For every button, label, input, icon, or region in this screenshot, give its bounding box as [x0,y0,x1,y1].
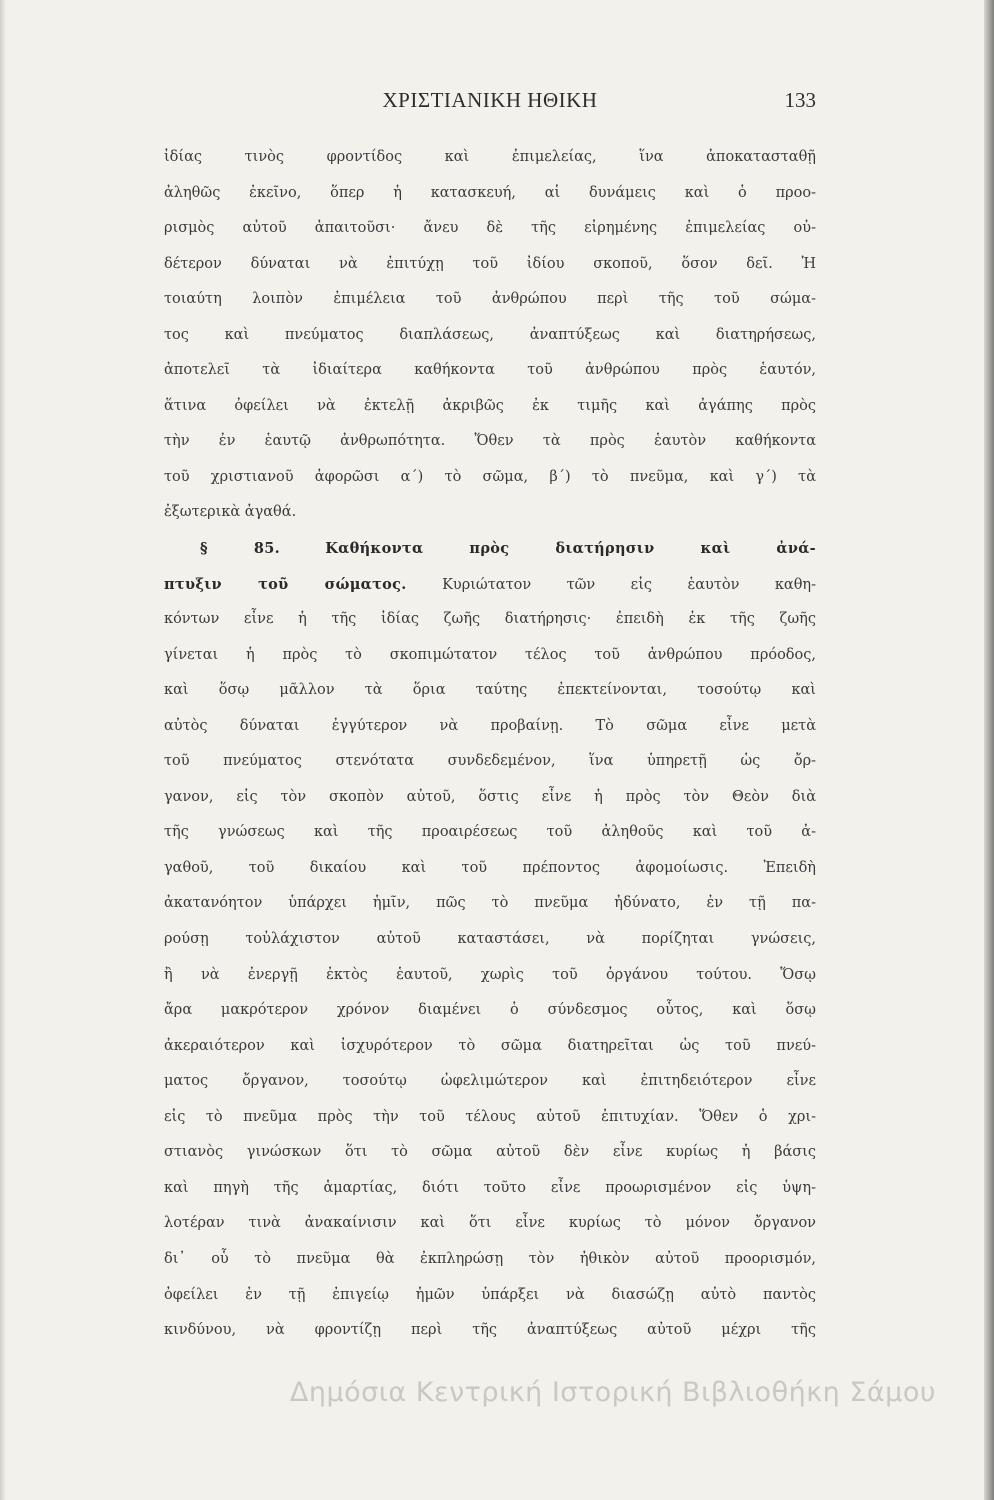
paragraph-1 [164,140,816,531]
text-line: ἀληθῶς ἐκεῖνο, ὅπερ ἡ κατασκευή, αἱ δυνάμεις καὶ ὁ προο- [164,184,816,201]
text-line: ὀφείλει ἐν τῇ ἐπιγείῳ ἡμῶν ὑπάρξει νὰ διασώζῃ αὐτὸ παντὸς [164,1286,816,1303]
text-line: ἀκεραιότερον καὶ ἰσχυρότερον τὸ σῶμα διατηρεῖται ὡς τοῦ πνεύ- [164,1037,816,1054]
text-line: τοιαύτη λοιπὸν ἐπιμέλεια τοῦ ἀνθρώπου περὶ τῆς τοῦ σώμα- [164,291,816,308]
text-line: αὐτὸς δύναται ἐγγύτερον νὰ προβαίνῃ. Τὸ σῶμα εἶνε μετὰ [164,717,816,734]
text-line: τοῦ πνεύματος στενότατα συνδεδεμένον, ἵνα ὑπηρετῇ ὡς ὄρ- [164,753,816,770]
text-line: ματος ὄργανον, τοσούτῳ ὠφελιμώτερον καὶ ἐπιτηδειότερον εἶνε [164,1073,816,1090]
body-text [164,140,816,1349]
text-line: τῆς γνώσεως καὶ τῆς προαιρέσεως τοῦ ἀληθοῦς καὶ τοῦ ἀ- [164,824,816,841]
text-line: λοτέραν τινὰ ἀνακαίνισιν καὶ ὅτι εἶνε κυρίως τὸ μόνον ὄργανον [164,1215,816,1232]
text-line: ἢ νὰ ἐνεργῇ ἐκτὸς ἑαυτοῦ, χωρὶς τοῦ ὀργάνου τούτου. Ὅσῳ [164,966,816,983]
text-line: στιανὸς γινώσκων ὅτι τὸ σῶμα αὐτοῦ δὲν εἶνε κυρίως ἡ βάσις [164,1144,816,1161]
text-line: γίνεται ἡ πρὸς τὸ σκοπιμώτατον τέλος τοῦ ἀνθρώπου πρόοδος, [164,646,816,663]
section-heading-line-2 [164,567,816,603]
section-heading-part-1: Καθήκοντα πρὸς διατήρησιν καὶ ἀνά- [325,540,816,558]
section-first-line-rest: Κυριώτατον τῶν εἰς ἑαυτὸν καθη- [442,576,816,593]
text-line: ρούσῃ τοὐλάχιστον αὐτοῦ καταστάσει, νὰ πορίζηται γνώσεις, [164,931,816,948]
text-line: ἀποτελεῖ τὰ ἰδιαίτερα καθήκοντα τοῦ ἀνθρώπου πρὸς ἑαυτόν, [164,362,816,379]
section-heading-line [164,531,816,567]
text-line: ἀκατανόητον ὑπάρχει ἡμῖν, πῶς τὸ πνεῦμα ἠδύνατο, ἐν τῇ πα- [164,895,816,912]
page-number: 133 [784,88,816,112]
text-line: ἐξωτερικὰ ἀγαθά. [164,504,297,521]
text-line: δι᾽ οὗ τὸ πνεῦμα θὰ ἐκπληρώσῃ τὸν ἠθικὸν αὐτοῦ προορισμόν, [164,1250,816,1267]
text-line: καὶ ὅσῳ μᾶλλον τὰ ὅρια ταύτης ἐπεκτείνονται, τοσούτῳ καὶ [164,682,816,699]
section-heading-part-2: πτυξιν τοῦ σώματος. [164,575,407,593]
text-line: καὶ πηγὴ τῆς ἁμαρτίας, διότι τοῦτο εἶνε προωρισμένον εἰς ὑψη- [164,1179,816,1196]
section-85 [164,531,816,1349]
text-line: ἰδίας τινὸς φροντίδος καὶ ἐπιμελείας, ἵνα ἀποκατασταθῇ [164,149,816,165]
text-line: γαθοῦ, τοῦ δικαίου καὶ τοῦ πρέποντος ἀφομοίωσις. Ἐπειδὴ [164,859,816,876]
text-line: εἰς τὸ πνεῦμα πρὸς τὴν τοῦ τέλους αὐτοῦ ἐπιτυχίαν. Ὅθεν ὁ χρι- [164,1108,816,1125]
text-line: τοῦ χριστιανοῦ ἀφορῶσι α΄) τὸ σῶμα, β΄) τὸ πνεῦμα, καὶ γ΄) τὰ [164,468,816,485]
page-left-edge [0,0,6,1500]
library-watermark: Δημόσια Κεντρική Ιστορική Βιβλιοθήκη Σάμου [289,1377,936,1408]
text-line: δέτερον δύναται νὰ ἐπιτύχῃ τοῦ ἰδίου σκοποῦ, ὅσον δεῖ. Ἡ [164,255,816,272]
section-number: § 85. [200,540,280,558]
text-line: ἅτινα ὀφείλει νὰ ἐκτελῇ ἀκριβῶς ἐκ τιμῆς καὶ ἀγάπης πρὸς [164,397,816,414]
text-line: ρισμὸς αὐτοῦ ἀπαιτοῦσι· ἄνευ δὲ τῆς εἰρημένης ἐπιμελείας οὐ- [164,220,816,237]
text-line: τος καὶ πνεύματος διαπλάσεως, ἀναπτύξεως καὶ διατηρήσεως, [164,326,816,343]
page-right-edge [984,0,994,1500]
text-line: τὴν ἐν ἑαυτῷ ἀνθρωπότητα. Ὅθεν τὰ πρὸς ἑαυτὸν καθήκοντα [164,433,816,450]
text-line: ἄρα μακρότερον χρόνον διαμένει ὁ σύνδεσμος οὗτος, καὶ ὅσῳ [164,1002,816,1019]
running-title: ΧΡΙΣΤΙΑΝΙΚΗ ΗΘΙΚΗ [382,88,598,112]
text-line: γανον, εἰς τὸν σκοπὸν αὐτοῦ, ὅστις εἶνε ἡ πρὸς τὸν Θεὸν διὰ [164,788,816,805]
text-line: κόντων εἶνε ἡ τῆς ἰδίας ζωῆς διατήρησις· ἐπειδὴ ἐκ τῆς ζωῆς [164,611,816,628]
text-line: κινδύνου, νὰ φροντίζῃ περὶ τῆς ἀναπτύξεως αὐτοῦ μέχρι τῆς [164,1322,816,1339]
running-head [164,88,816,122]
